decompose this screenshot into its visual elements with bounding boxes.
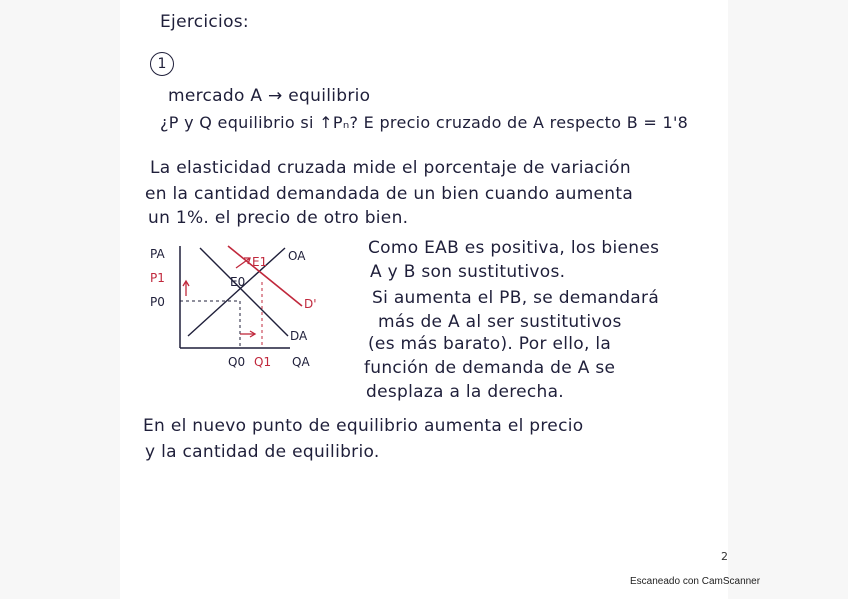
y-axis-label: PA xyxy=(150,247,165,261)
x-axis-label: QA xyxy=(292,355,310,369)
scan-margin-right xyxy=(728,0,848,599)
statement-line-2: ¿P y Q equilibrio si ↑Pₙ? E precio cruzado de A respecto B = 1'8 xyxy=(160,113,689,132)
p0-label: P0 xyxy=(150,295,165,309)
definition-line-3: un 1%. el precio de otro bien. xyxy=(148,208,409,228)
explanation-line-6: función de demanda de A se xyxy=(364,358,616,378)
p1-label: P1 xyxy=(150,271,165,285)
new-demand-label: D' xyxy=(304,297,317,311)
demand-label: DA xyxy=(290,329,308,343)
supply-label: OA xyxy=(288,249,306,263)
definition-line-2: en la cantidad demandada de un bien cuando aumenta xyxy=(145,184,634,204)
explanation-line-2: A y B son sustitutivos. xyxy=(370,262,566,282)
q0-label: Q0 xyxy=(228,355,246,369)
page-number: 2 xyxy=(721,550,728,563)
exercise-number: 1 xyxy=(150,52,174,76)
scan-margin-left xyxy=(0,0,120,599)
definition-line-1: La elasticidad cruzada mide el porcentaje de variación xyxy=(150,158,631,178)
supply-curve xyxy=(188,248,285,336)
e0-label: E0 xyxy=(230,275,246,289)
scanner-watermark: Escaneado con CamScanner xyxy=(630,576,761,587)
explanation-line-1: Como EAB es positiva, los bienes xyxy=(368,238,660,258)
demand-curve xyxy=(200,248,288,336)
conclusion-line-2: y la cantidad de equilibrio. xyxy=(145,442,380,462)
statement-line-1: mercado A → equilibrio xyxy=(168,86,371,106)
q1-label: Q1 xyxy=(254,355,272,369)
conclusion-line-1: En el nuevo punto de equilibrio aumenta el precio xyxy=(143,416,584,436)
explanation-line-5: (es más barato). Por ello, la xyxy=(368,334,612,354)
explanation-line-7: desplaza a la derecha. xyxy=(366,382,565,402)
e1-label: E1 xyxy=(252,255,268,269)
explanation-line-3: Si aumenta el PB, se demandará xyxy=(372,288,660,308)
page-title: Ejercicios: xyxy=(160,12,249,32)
supply-demand-graph xyxy=(140,236,340,376)
explanation-line-4: más de A al ser sustitutivos xyxy=(378,312,622,332)
